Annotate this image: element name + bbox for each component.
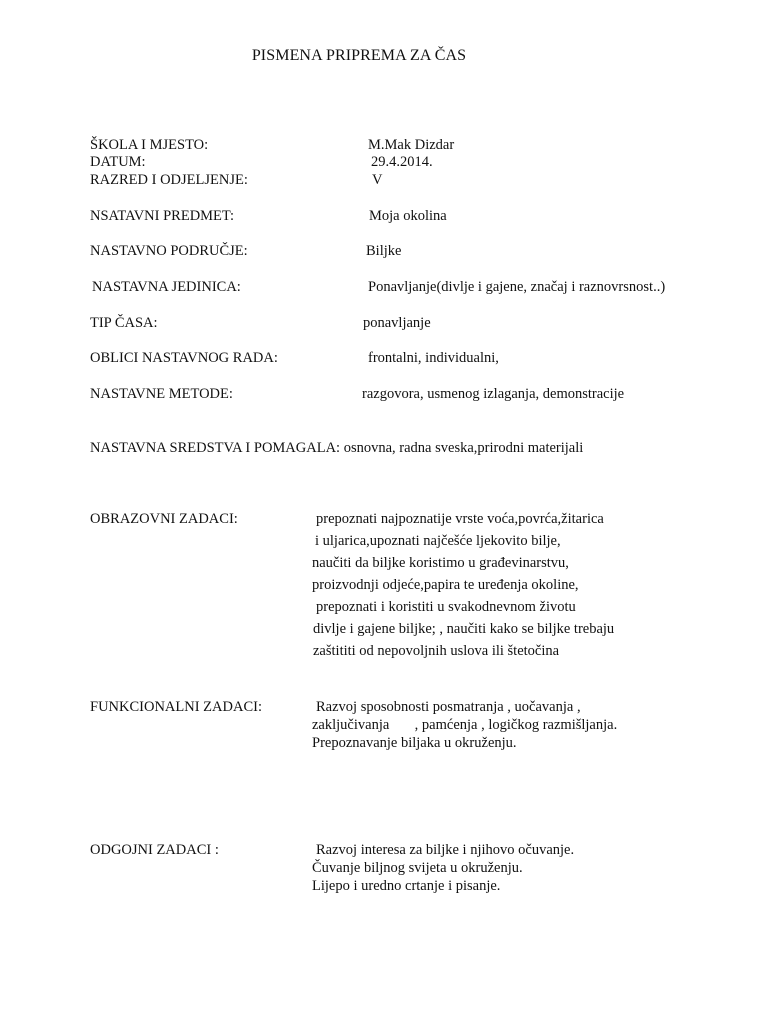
metode-label: NASTAVNE METODE: [90, 386, 233, 402]
datum-label: DATUM: [90, 154, 146, 170]
obrazovni-line: divlje i gajene biljke; , naučiti kako se biljke trebaju [313, 621, 615, 637]
razred-label: RAZRED I ODJELJENJE: [90, 172, 248, 188]
metode-value: razgovora, usmenog izlaganja, demonstracije [362, 386, 625, 402]
obrazovni-line: naučiti da biljke koristimo u građevinarstvu, [312, 555, 569, 571]
odgojni-line: Lijepo i uredno crtanje i pisanje. [312, 878, 501, 894]
skola-label: ŠKOLA I MJESTO: [90, 137, 209, 153]
obrazovni-line: prepoznati najpoznatije vrste voća,povrća,žitarica [316, 511, 604, 527]
skola-value: M.Mak Dizdar [368, 137, 455, 153]
razred-value: V [372, 172, 383, 188]
oblici-value: frontalni, individualni, [368, 350, 499, 366]
obrazovni-line: proizvodnji odjeće,papira te uređenja okoline, [312, 577, 579, 593]
tip-casa-label: TIP ČASA: [90, 315, 158, 331]
datum-value: 29.4.2014. [371, 154, 433, 170]
obrazovni-label: OBRAZOVNI ZADACI: [90, 511, 238, 527]
obrazovni-line: i uljarica,upoznati najčešće ljekovito bilje, [315, 533, 561, 549]
predmet-value: Moja okolina [369, 208, 447, 224]
tip-casa-value: ponavljanje [363, 315, 431, 331]
podrucje-label: NASTAVNO PODRUČJE: [90, 243, 248, 259]
funkcionalni-line: zaključivanja , pamćenja , logičkog razmišljanja. [312, 717, 618, 733]
document-title: PISMENA PRIPREMA ZA ČAS [251, 47, 467, 64]
odgojni-line: Razvoj interesa za biljke i njihovo očuvanje. [316, 842, 575, 858]
predmet-label: NSATAVNI PREDMET: [90, 208, 235, 224]
sredstva-line: NASTAVNA SREDSTVA I POMAGALA: osnovna, radna sveska,prirodni materijali [90, 440, 584, 456]
obrazovni-line: prepoznati i koristiti u svakodnevnom životu [316, 599, 576, 615]
jedinica-label: NASTAVNA JEDINICA: [92, 279, 241, 295]
odgojni-line: Čuvanje biljnog svijeta u okruženju. [312, 860, 523, 876]
odgojni-label: ODGOJNI ZADACI : [90, 842, 219, 858]
funkcionalni-line: Razvoj sposobnosti posmatranja , uočavanja , [316, 699, 581, 715]
funkcionalni-label: FUNKCIONALNI ZADACI: [90, 699, 262, 715]
jedinica-value: Ponavljanje(divlje i gajene, značaj i raznovrsnost..) [368, 279, 666, 295]
oblici-label: OBLICI NASTAVNOG RADA: [90, 350, 278, 366]
funkcionalni-line: Prepoznavanje biljaka u okruženju. [312, 735, 517, 751]
obrazovni-line: zaštititi od nepovoljnih uslova ili štetočina [313, 643, 560, 659]
podrucje-value: Biljke [366, 243, 402, 259]
